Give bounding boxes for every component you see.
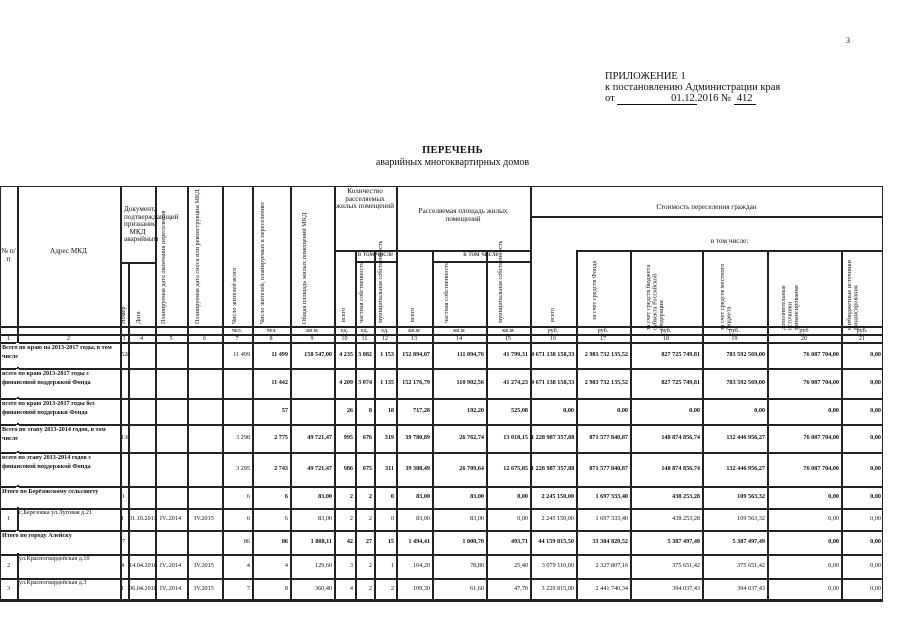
row-cell: 0,00 [828, 538, 839, 545]
row-line [0, 486, 883, 488]
row-cell: 61,60 [470, 585, 484, 592]
document-title-block [0, 145, 905, 168]
row-cell: 1 153 [380, 351, 394, 358]
row-cell: 49 721,47 [307, 465, 332, 472]
date-value: 01.12. [617, 93, 697, 105]
page-number: 3 [846, 36, 850, 45]
col-number-cell: 7 [235, 335, 239, 342]
row-cell: 42 [346, 538, 353, 545]
row-label: всего по этапу 2013-2014 годов с финансовой поддержкой Фонда [2, 454, 92, 470]
row-cell: 83,00 [318, 493, 332, 500]
row-cell: 783 592 569,00 [726, 351, 765, 358]
col-number-cell: 15 [504, 335, 512, 342]
row-cell: 0,00 [828, 562, 839, 569]
row-cell: 152 176,79 [402, 379, 430, 386]
col-number-cell: 11 [361, 335, 368, 342]
row-line [0, 530, 883, 532]
col-area-total-header: всего [409, 307, 416, 322]
row-cell: 827 725 749,81 [661, 351, 700, 358]
row-cell: 192,20 [466, 407, 484, 414]
row-cell: 27 [365, 538, 372, 545]
row-cell: 47,70 [514, 585, 528, 592]
col-number-cell: 17 [599, 335, 607, 342]
row-cell: IV.2015 [194, 585, 214, 592]
row-cell: 4 [246, 562, 250, 569]
col-fund-header: за счет средств Фонда [591, 260, 598, 320]
row-cell: 311 [385, 465, 394, 472]
row-label: всего по краю 2013-2017 годы без финансовой поддержки Фонда [2, 400, 95, 416]
row-cell: 0,00 [870, 538, 881, 545]
row-cell: 18 [387, 407, 394, 414]
col-additional-header: дополнительные источники финансирования [780, 285, 801, 330]
row-cell: IV..2014 [159, 562, 182, 569]
col-count-total-header: всего [340, 307, 347, 322]
row-cell: 1 [121, 515, 125, 522]
row-cell: 3 074 [358, 379, 372, 386]
unit-cell: кв.м [502, 327, 514, 334]
row-cell: 57 [281, 407, 288, 414]
unit-cell: руб. [729, 327, 740, 334]
col-address-header: Адрес МКД [50, 247, 87, 255]
row-cell: IV.2015 [194, 515, 214, 522]
row-cell: 375 651,42 [672, 562, 700, 569]
row-cell: 83,00 [416, 493, 430, 500]
col-cost-incl-header: в том числе: [710, 237, 749, 245]
date-prefix: от [605, 93, 615, 104]
row-cell: 26 [346, 407, 353, 414]
row-cell: 148 874 856,74 [661, 434, 700, 441]
row-cell: 4 671 138 158,33 [531, 379, 575, 386]
row-cell: 2 [368, 562, 372, 569]
col-document-header: Документ, подтверждающий признание МКД аварийным [124, 205, 179, 244]
row-cell: 438 253,28 [672, 493, 700, 500]
row-cell: 528 [121, 351, 131, 358]
row-line [0, 578, 883, 580]
row-cell: IV..2014 [159, 515, 182, 522]
row-cell: 14.04.2010 [129, 562, 157, 569]
row-number: 2 [6, 562, 11, 569]
row-cell: 394 037,43 [737, 585, 765, 592]
row-cell: 0,00 [870, 493, 881, 500]
row-line [0, 424, 883, 426]
row-cell: 2 983 732 135,52 [584, 351, 628, 358]
col-area-municipal-header: муниципальная собственность [497, 240, 504, 323]
row-cell: 319 [384, 434, 394, 441]
row-line [0, 600, 883, 602]
col-number-cell: 21 [858, 335, 866, 342]
row-cell: 11 499 [233, 351, 250, 358]
row-address: ул.Красногвардейская д.3 [19, 579, 87, 586]
unit-cell: ед. [381, 327, 389, 334]
row-cell: 132 446 956,27 [726, 434, 765, 441]
col-planned-end-header: Планируемая дата окончания переселения [160, 210, 167, 324]
row-label: Итого по Берёзовскому сельсовету [2, 488, 99, 495]
col-doc-date-header: Дата [135, 311, 142, 324]
row-cell: 3 [349, 562, 353, 569]
row-label: всего по краю 2013-2017 годы с финансовой поддержкой Фонда [2, 370, 91, 386]
row-label: Итого по городу Алейску [2, 532, 72, 539]
col-total-area-header: Общая площадь жилых помещений МКД [301, 212, 308, 324]
row-cell: 104,20 [412, 562, 430, 569]
row-cell: 12 675,85 [503, 465, 528, 472]
row-cell: 41 274,23 [503, 379, 528, 386]
row-cell: 2 245 150,00 [541, 515, 574, 522]
row-line [0, 398, 883, 400]
row-cell: 3 229 815,00 [541, 585, 574, 592]
row-cell: 76 087 704,00 [803, 465, 839, 472]
row-cell: 76 087 704,00 [803, 351, 839, 358]
row-cell: 2 [349, 493, 353, 500]
doc-number: 412 [734, 93, 756, 105]
row-cell: 109 563,32 [737, 493, 765, 500]
row-cell: 26 709,64 [459, 465, 484, 472]
row-cell: 0 [390, 515, 394, 522]
col-line-4 [155, 186, 157, 600]
row-cell: 86 [281, 538, 288, 545]
row-cell: 2 327 807,16 [595, 562, 628, 569]
col-resettled-count-header: Количество расселяемых жилых помещений [336, 187, 394, 211]
row-cell: 827 725 749,81 [661, 379, 700, 386]
row-cell: 0,00 [870, 351, 881, 358]
col-resettled-area-header: Расселяемая площадь жилых помещений [418, 207, 508, 223]
col-count-private-header: частная собственность [358, 261, 365, 323]
row-cell: 0,00 [870, 515, 881, 522]
row-cell: 7 [121, 538, 126, 545]
col-number-cell: 9 [310, 335, 314, 342]
row-number: 1 [6, 515, 11, 522]
col-number-cell: 20 [800, 335, 808, 342]
col-residents-total-header: Число жителей всего [231, 267, 238, 324]
col-number-cell: 6 [202, 335, 207, 342]
number-sign: № [720, 93, 731, 104]
appendix-title: ПРИЛОЖЕНИЕ 1 [605, 71, 686, 82]
col-area-private-header: частная собственность [443, 261, 450, 323]
row-cell: 86 [243, 538, 250, 545]
row-cell: 0,00 [517, 515, 528, 522]
col-number-cell: 14 [455, 335, 463, 342]
row-cell: 2 775 [274, 434, 288, 441]
row-cell: 11 499 [271, 351, 288, 358]
col-residents-planned-header: Число жителей, планируемых к переселению [259, 202, 266, 324]
row-cell: 0,00 [870, 465, 881, 472]
row-cell: 0,00 [870, 379, 881, 386]
row-cell: 25,40 [514, 562, 528, 569]
col-cost-total-header: всего [549, 307, 556, 322]
row-cell: 2 [390, 585, 394, 592]
row-cell: 0,00 [617, 407, 628, 414]
row-line [0, 368, 883, 370]
row-cell: 0,00 [828, 515, 839, 522]
col-number-cell: 2 [66, 335, 71, 342]
row-cell: 375 651,42 [737, 562, 765, 569]
col-no-header: № п/п [1, 247, 16, 263]
col-number-cell: 5 [169, 335, 173, 342]
row-cell: 109,30 [412, 585, 430, 592]
row-cell: 1 [121, 493, 126, 500]
unit-cell: руб [799, 327, 809, 334]
row-cell: 83,00 [318, 515, 332, 522]
row-cell: 3 298 [236, 434, 250, 441]
row-cell: 8 [368, 407, 372, 414]
row-cell: 7 [246, 585, 250, 592]
row-cell: 1 494,41 [408, 538, 430, 545]
row-cell: 493,71 [510, 538, 528, 545]
unit-cell: руб. [547, 327, 559, 334]
col-line-5 [187, 186, 189, 600]
row-cell: 1 [390, 562, 394, 569]
row-cell: 78,80 [470, 562, 484, 569]
row-cell: 995 [343, 434, 353, 441]
row-cell: 0,00 [563, 407, 574, 414]
row-cell: 152 894,07 [402, 351, 430, 358]
col-extra-budget-header: внебюджетные источники финансирования [846, 260, 860, 330]
row-cell: 0,00 [828, 585, 839, 592]
row-cell: 1 000,70 [462, 538, 484, 545]
row-cell: 438 253,28 [672, 515, 700, 522]
row-cell: 0 [390, 493, 394, 500]
row-cell: 0,00 [828, 493, 839, 500]
h-line-cost [530, 216, 883, 218]
row-cell: 06.04.2010 [129, 585, 157, 592]
row-cell: 39 388,49 [405, 465, 430, 472]
unit-cell: кв.м [453, 327, 465, 334]
year-value: 2016 [697, 93, 719, 104]
row-cell: 138 [121, 434, 131, 441]
col-cost-header: Стоимость переселения граждан [656, 203, 757, 211]
unit-cell: чел. [231, 327, 243, 334]
row-cell: 13 018,15 [503, 434, 528, 441]
row-cell: 2 [368, 515, 372, 522]
row-cell: 8 [284, 585, 288, 592]
row-cell: 4 671 138 158,33 [531, 351, 575, 358]
row-cell: 4 [121, 562, 125, 569]
row-cell: 5 387 497,49 [667, 538, 700, 545]
row-cell: 525,08 [510, 407, 528, 414]
document-subtitle: аварийных многоквартирных домов [375, 157, 530, 168]
row-cell: 33 384 820,52 [592, 538, 628, 545]
row-number: 3 [6, 585, 11, 592]
row-line [0, 508, 883, 510]
row-cell: 83,00 [470, 493, 484, 500]
row-cell: 0,00 [870, 585, 881, 592]
row-cell: 0,00 [828, 407, 839, 414]
row-cell: 76 087 704,00 [803, 434, 839, 441]
row-cell: 49 721,47 [307, 434, 332, 441]
col-count-municipal-header: муниципальная собственность [377, 240, 384, 323]
row-cell: 44 159 815,50 [538, 538, 574, 545]
row-cell: 4 209 [339, 379, 353, 386]
row-address: ул.Красногвардейская д.10 [19, 555, 90, 562]
row-cell: 1 228 987 357,88 [531, 434, 575, 441]
unit-cell: руб. [660, 327, 672, 334]
unit-cell: ед. [340, 327, 349, 334]
row-cell: 83,00 [416, 515, 430, 522]
row-cell: 26 762,74 [459, 434, 484, 441]
row-cell: 0,00 [754, 407, 765, 414]
row-cell: 15 [387, 538, 394, 545]
row-cell: 132 446 956,27 [726, 465, 765, 472]
row-cell: 783 592 569,00 [726, 379, 765, 386]
row-cell: 2 983 732 135,52 [584, 379, 628, 386]
col-number-cell: 8 [269, 335, 273, 342]
row-cell: 6 [246, 493, 250, 500]
row-address: с.Березовка ул.Луговая д.21 [19, 509, 93, 516]
row-cell: 2 245 150,00 [541, 493, 574, 500]
row-cell: 2 [368, 493, 372, 500]
appendix-subtitle: к постановлению Администрации края [605, 82, 781, 93]
row-cell: 360,40 [314, 585, 332, 592]
row-cell: 39 780,89 [405, 434, 430, 441]
unit-cell: чел [266, 327, 276, 334]
col-local-budget-header: за счет средств местного бюджета [719, 263, 733, 330]
appendix-date-line [605, 93, 780, 105]
row-cell: 110 902,56 [456, 379, 484, 386]
col-number-cell: 12 [381, 335, 389, 342]
row-cell: 3 079 110,00 [541, 562, 574, 569]
col-number-cell: 13 [410, 335, 418, 342]
row-cell: 109 563,32 [737, 515, 765, 522]
unit-cell: ед. [360, 327, 369, 334]
row-line [0, 452, 883, 454]
row-cell: 1 228 987 357,88 [531, 465, 575, 472]
row-cell: 76 087 704,00 [803, 379, 839, 386]
h-line-header-end [0, 342, 883, 344]
row-cell: 6 [246, 515, 250, 522]
row-cell: 1 697 333,40 [595, 493, 628, 500]
unit-cell: руб. [597, 327, 609, 334]
row-cell: 0,00 [517, 493, 528, 500]
unit-cell: кв.м [306, 327, 318, 334]
col-planned-demolition-header: Планируемая дата сноса или реконструкции МКД [194, 189, 201, 324]
row-label: Всего по этапу 2013-2014 годов, в том числе [2, 426, 106, 442]
buildings-table [0, 186, 883, 606]
row-cell: 148 874 856,74 [661, 465, 700, 472]
col-count-incl-header: в том числе [357, 250, 394, 258]
row-line [0, 554, 883, 556]
row-cell: 4 [284, 562, 288, 569]
row-cell: 675 [362, 465, 372, 472]
row-cell: 3 295 [236, 465, 250, 472]
row-cell: 2 [368, 585, 372, 592]
col-subject-budget-header: за счет средств бюджета субъекта Российской Федерации [645, 264, 666, 330]
col-number-cell: 16 [549, 335, 557, 342]
row-cell: 2 441 740,34 [595, 585, 628, 592]
row-cell: 83,00 [470, 515, 484, 522]
col-line-3 [128, 262, 130, 600]
row-cell: 871 577 840,87 [589, 434, 628, 441]
row-cell: 129,60 [314, 562, 332, 569]
row-cell: 158 547,00 [304, 351, 332, 358]
row-cell: IV..2014 [159, 585, 182, 592]
row-cell: 871 577 840,87 [589, 465, 628, 472]
row-cell: 41 799,31 [503, 351, 528, 358]
row-cell: 6 [284, 515, 288, 522]
row-cell: 2 [349, 515, 353, 522]
row-cell: 394 037,43 [672, 585, 700, 592]
row-cell: 4 [349, 585, 353, 592]
col-number-cell: 4 [139, 335, 144, 342]
row-cell: 1 697 333,40 [595, 515, 628, 522]
row-cell: 717,28 [412, 407, 430, 414]
col-number-cell: 18 [662, 335, 670, 342]
row-cell: 01.10.2011 [129, 515, 157, 522]
col-number-cell: 19 [731, 335, 738, 342]
row-cell: 4 235 [339, 351, 353, 358]
row-cell: 1 808,11 [310, 538, 332, 545]
row-cell: 0,00 [870, 407, 881, 414]
col-number-cell: 3 [122, 335, 126, 342]
row-cell: 111 094,76 [456, 351, 484, 358]
col-area-incl-header: в том числе [463, 250, 499, 258]
row-cell: 0,00 [870, 434, 881, 441]
row-label: Всего по краю на 2013-2017 годы, в том числе [2, 344, 112, 360]
row-cell: 3 082 [358, 351, 372, 358]
row-cell: 2 743 [274, 465, 288, 472]
unit-cell: руб. [856, 327, 868, 334]
row-cell: IV.2015 [194, 562, 214, 569]
col-number-cell: 10 [341, 335, 348, 342]
row-cell: 5 387 497,49 [732, 538, 765, 545]
col-doc-number-header: Номер [120, 306, 127, 324]
row-cell: 0,00 [870, 562, 881, 569]
appendix-block [605, 71, 780, 105]
col-number-cell: 1 [6, 335, 11, 342]
h-line-cost-incl [576, 250, 883, 252]
row-cell: 1 135 [380, 379, 394, 386]
row-cell: 11 442 [271, 379, 288, 386]
row-cell: 986 [343, 465, 353, 472]
unit-cell: кв.м [408, 327, 420, 334]
row-cell: 1 [121, 585, 125, 592]
row-cell: 0,00 [689, 407, 700, 414]
row-cell: 6 [284, 493, 288, 500]
row-cell: 676 [362, 434, 372, 441]
document-title: ПЕРЕЧЕНЬ [422, 145, 483, 156]
